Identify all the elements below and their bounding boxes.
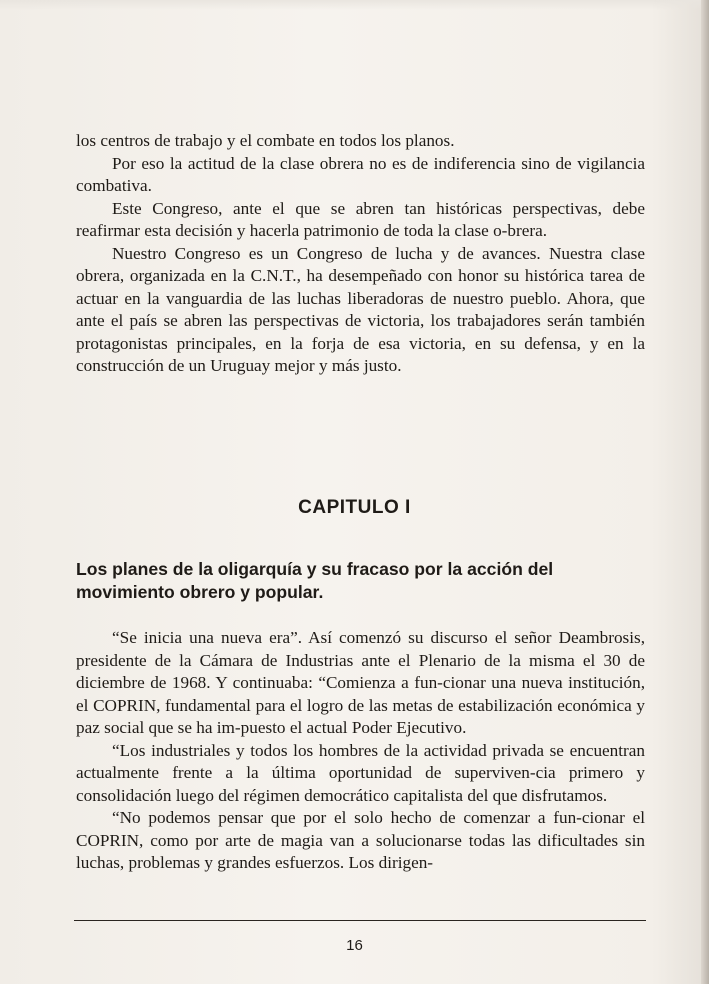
chapter-title: CAPITULO I [298, 497, 411, 518]
paragraph: los centros de trabajo y el combate en todos los planos. [76, 131, 455, 150]
page-number: 16 [346, 937, 363, 954]
paragraph: “Los industriales y todos los hombres de la actividad privada se encuentran actualmente frente a la última oportunidad de superviven-cia primero y consolidación luego del régimen democrático capitalista del que disfrutamos. [76, 740, 645, 805]
body-text-bottom [76, 627, 645, 875]
paragraph: Nuestro Congreso es un Congreso de lucha y de avances. Nuestra clase obrera, organizada en la C.N.T., ha desempeñado con honor su histórica tarea de actuar en la vanguardia de las luchas liberadoras de nuestro pueblo. Ahora, que ante el país se abren las perspectivas de victoria, los trabajadores serán también protagonistas principales, en la forja de esa victoria, en su defensa, y en la construcción de un Uruguay mejor y más justo. [76, 243, 645, 375]
page-right-edge [701, 0, 709, 984]
paragraph: Por eso la actitud de la clase obrera no es de indiferencia sino de vigilancia combativa. [76, 153, 645, 195]
section-title: Los planes de la oligarquía y su fracaso por la acción del movimiento obrero y popular. [76, 559, 554, 602]
body-text-top [76, 130, 645, 378]
page-top-shadow [0, 0, 709, 10]
footer-rule [74, 920, 646, 921]
paragraph: “No podemos pensar que por el solo hecho de comenzar a fun-cionar el COPRIN, como por arte de magia van a solucionarse todas las dificultades sin luchas, problemas y grandes esfuerzos. Los dirigen- [76, 808, 645, 872]
paragraph: Este Congreso, ante el que se abren tan históricas perspectivas, debe reafirmar esta decisión y hacerla patrimonio de toda la clase o-brera. [76, 198, 645, 240]
paragraph: “Se inicia una nueva era”. Así comenzó su discurso el señor Deambrosis, presidente de la Cámara de Industrias ante el Plenario de la misma el 30 de diciembre de 1968. Y continuaba: “Comienza a fun-cionar una nueva institución, el COPRIN, fundamental para el logro de las metas de estabilización económica y paz social que se ha im-puesto el actual Poder Ejecutivo. [76, 628, 645, 737]
